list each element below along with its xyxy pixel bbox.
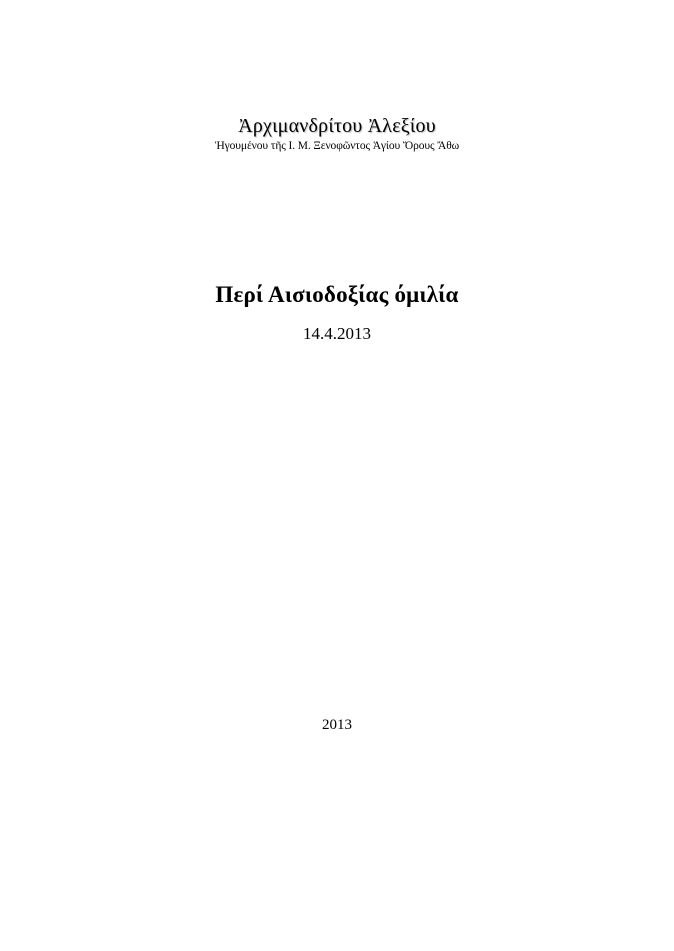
document-year: 2013 [322,717,352,733]
author-title: Ἡγουμένου τῆς Ι. Μ. Ξενοφῶντος Ἁγίου Ὄρους Ἄθω [214,140,460,152]
author-block [0,114,674,153]
title-block [0,280,674,345]
author-name: Ἀρχιμανδρίτου Ἀλεξίου [238,115,436,137]
document-date: 14.4.2013 [303,324,371,343]
document-title: Περί Αισιοδοξίας όμιλία [215,282,459,307]
